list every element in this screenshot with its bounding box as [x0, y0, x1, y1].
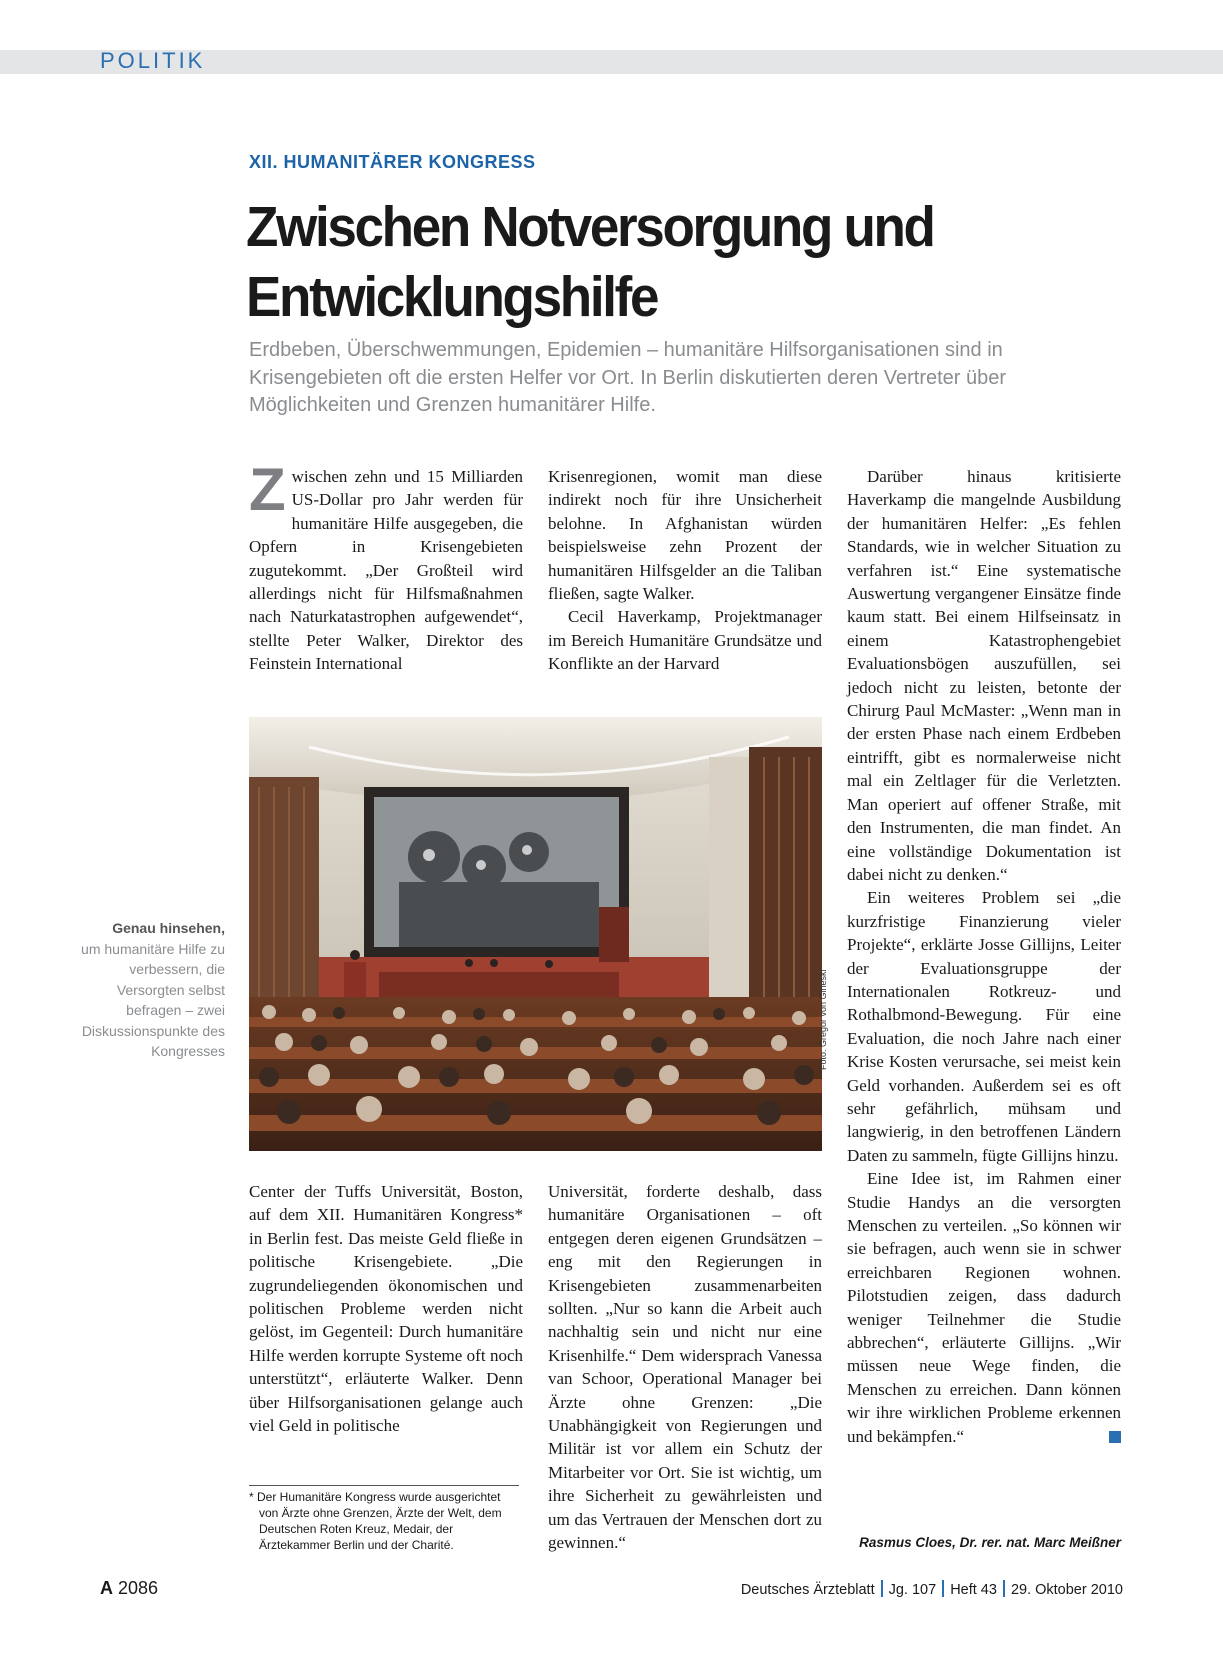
- article-kicker: XII. HUMANITÄRER KONGRESS: [249, 152, 536, 172]
- col2-top-paragraph-2: Cecil Haverkamp, Projektmanager im Bereich Humanitäre Grundsätze und Konflikte an der Harvard: [548, 607, 822, 674]
- column-2-bottom: [548, 1180, 822, 1555]
- footer-separator: [942, 1580, 944, 1597]
- caption-text: um humanitäre Hilfe zu verbessern, die Versorgten selbst befragen – zwei Diskussionspunkte des Kongresses: [81, 940, 225, 1059]
- column-1-top: [249, 456, 523, 676]
- footnote: [249, 1485, 519, 1553]
- photo-caption: [60, 918, 225, 1062]
- column-3: [847, 465, 1121, 1448]
- col2-bottom-text: Universität, forderte deshalb, dass humanitäre Organisationen – oft entgegen deren eigenen Grundsätzen – eng mit den Regierungen in Krisengebieten zusammenarbeiten sollten. „Nur so kann die Arbeit auch nachhaltig sein und nicht nur eine Krisenhilfe.“ Dem widersprach Vanessa van Schoor, Operational Manager bei Ärzte ohne Grenzen: „Die Unabhängigkeit von Regierungen und Militär ist vor allem ein Schutz der Mitarbeiter vor Ort. Sie ist wichtig, um ihre Sicherheit zu gewährleisten und um das Vertrauen der Menschen dort zu gewinnen.“: [548, 1182, 822, 1553]
- caption-bold: Genau hinsehen,: [112, 920, 225, 936]
- section-label: POLITIK: [100, 48, 206, 73]
- column-2-top: [548, 465, 822, 676]
- col3-paragraph-3: Eine Idee ist, im Rahmen einer Studie Handys an die versorgten Menschen zu verteilen. „So können wir sie befragen, auch wenn sie in schwer erreichbaren Regionen wohnen. Pilotstudien zeigen, dass dadurch weniger Teilnehmer die Studie abbrechen“, erläuterte Gillijns. „Wir müssen neue Wege finden, die Menschen zu erreichen. Dann können wir ihre wirklichen Probleme erkennen und bekämpfen.“: [847, 1169, 1121, 1446]
- col1-bottom-text: Center der Tuffs Universität, Boston, auf dem XII. Humanitären Kongress* in Berlin fest. Das meiste Geld fließe in politische Krisengebiete. „Die zugrundeliegenden ökonomischen und politischen Probleme werden nicht gelöst, im Gegenteil: Durch humanitäre Hilfe werden korrupte Systeme oft noch unterstützt“, erläuterte Walker. Denn über Hilfsorganisationen gelange auch viel Geld in politische: [249, 1182, 523, 1436]
- drop-cap: Z: [249, 456, 286, 523]
- end-mark-icon: [1109, 1431, 1121, 1443]
- col1-top-text: wischen zehn und 15 Milliarden US-Dollar pro Jahr werden für humanitäre Hilfe ausgegeben, die Opfern in Krisengebieten zugutekommt. „Der Großteil wird allerdings nicht für Hilfsmaßnahmen nach Naturkatastrophen aufgewendet“, stellte Peter Walker, Direktor des Feinstein International: [249, 467, 523, 674]
- journal-name: Deutsches Ärzteblatt: [740, 1582, 875, 1598]
- photo-credit: Foto: Gregor von Gineski: [818, 969, 828, 1070]
- folio-page: 2086: [118, 1578, 159, 1598]
- page-folio: [100, 1578, 158, 1599]
- journal-volume: Jg. 107: [888, 1582, 937, 1598]
- article-headline: Zwischen Notversorgung und Entwicklungshilfe: [246, 195, 934, 329]
- col3-paragraph-1: Darüber hinaus kritisierte Haverkamp die mangelnde Ausbildung der humanitären Helfer: „Es fehlen Standards, wie in welcher Situation zu verfahren ist.“ Eine systematische Auswertung vergangener Einsätze finde kaum statt. Bei einem Hilfseinsatz in einem Katastrophengebiet Evaluationsbögen auszufüllen, sei jedoch nicht zu leisten, betonte der Chirurg Paul McMaster: „Wenn man in der ersten Phase nach einem Erdbeben eintrifft, gibt es normalerweise nicht mal ein Zeltlager für die Verletzten. Man operiert auf offener Straße, mit den Instrumenten, die man findet. An eine vollständige Dokumentation ist dabei nicht zu denken.“: [847, 467, 1121, 884]
- col2-top-paragraph-1: Krisenregionen, womit man diese indirekt noch für ihre Unsicherheit belohne. In Afghanistan würden beispielsweise zehn Prozent der humanitären Hilfsgelder an die Taliban fließen, sagte Walker.: [548, 467, 822, 604]
- journal-footer: [741, 1580, 1123, 1598]
- journal-date: 29. Oktober 2010: [1010, 1582, 1123, 1598]
- column-1-bottom: [249, 1180, 523, 1437]
- folio-letter: A: [100, 1578, 113, 1598]
- col3-paragraph-2: Ein weiteres Problem sei „die kurzfristige Finanzierung vieler Projekte“, erklärte Josse Gillijns, Leiter der Evaluationsgruppe der Internationalen Rotkreuz- und Rothalbmond-Bewegung. Für eine Evaluation, die noch Jahre nach einer Krise Kosten verursache, sei meist kein Geld vorhanden. Außerdem sei es oft sehr gefährlich, mühsam und langwierig, in den betroffenen Ländern Daten zu sammeln, fügte Gillijns hinzu.: [847, 888, 1121, 1165]
- footer-separator: [1003, 1580, 1005, 1597]
- footer-separator: [881, 1580, 883, 1597]
- article-lead: Erdbeben, Überschwemmungen, Epidemien – humanitäre Hilfsorganisationen sind in Krisengebieten oft die ersten Helfer vor Ort. In Berlin diskutierten deren Vertreter über Möglichkeiten und Grenzen humanitärer Hilfe.: [249, 339, 1007, 416]
- lecture-hall-photo: [249, 717, 822, 1151]
- footnote-text: * Der Humanitäre Kongress wurde ausgerichtet von Ärzte ohne Grenzen, Ärzte der Welt, dem Deutschen Roten Kreuz, Medair, der Ärztekammer Berlin und der Charité.: [249, 1490, 502, 1552]
- author-line: Rasmus Cloes, Dr. rer. nat. Marc Meißner: [859, 1535, 1121, 1550]
- journal-issue: Heft 43: [950, 1582, 997, 1598]
